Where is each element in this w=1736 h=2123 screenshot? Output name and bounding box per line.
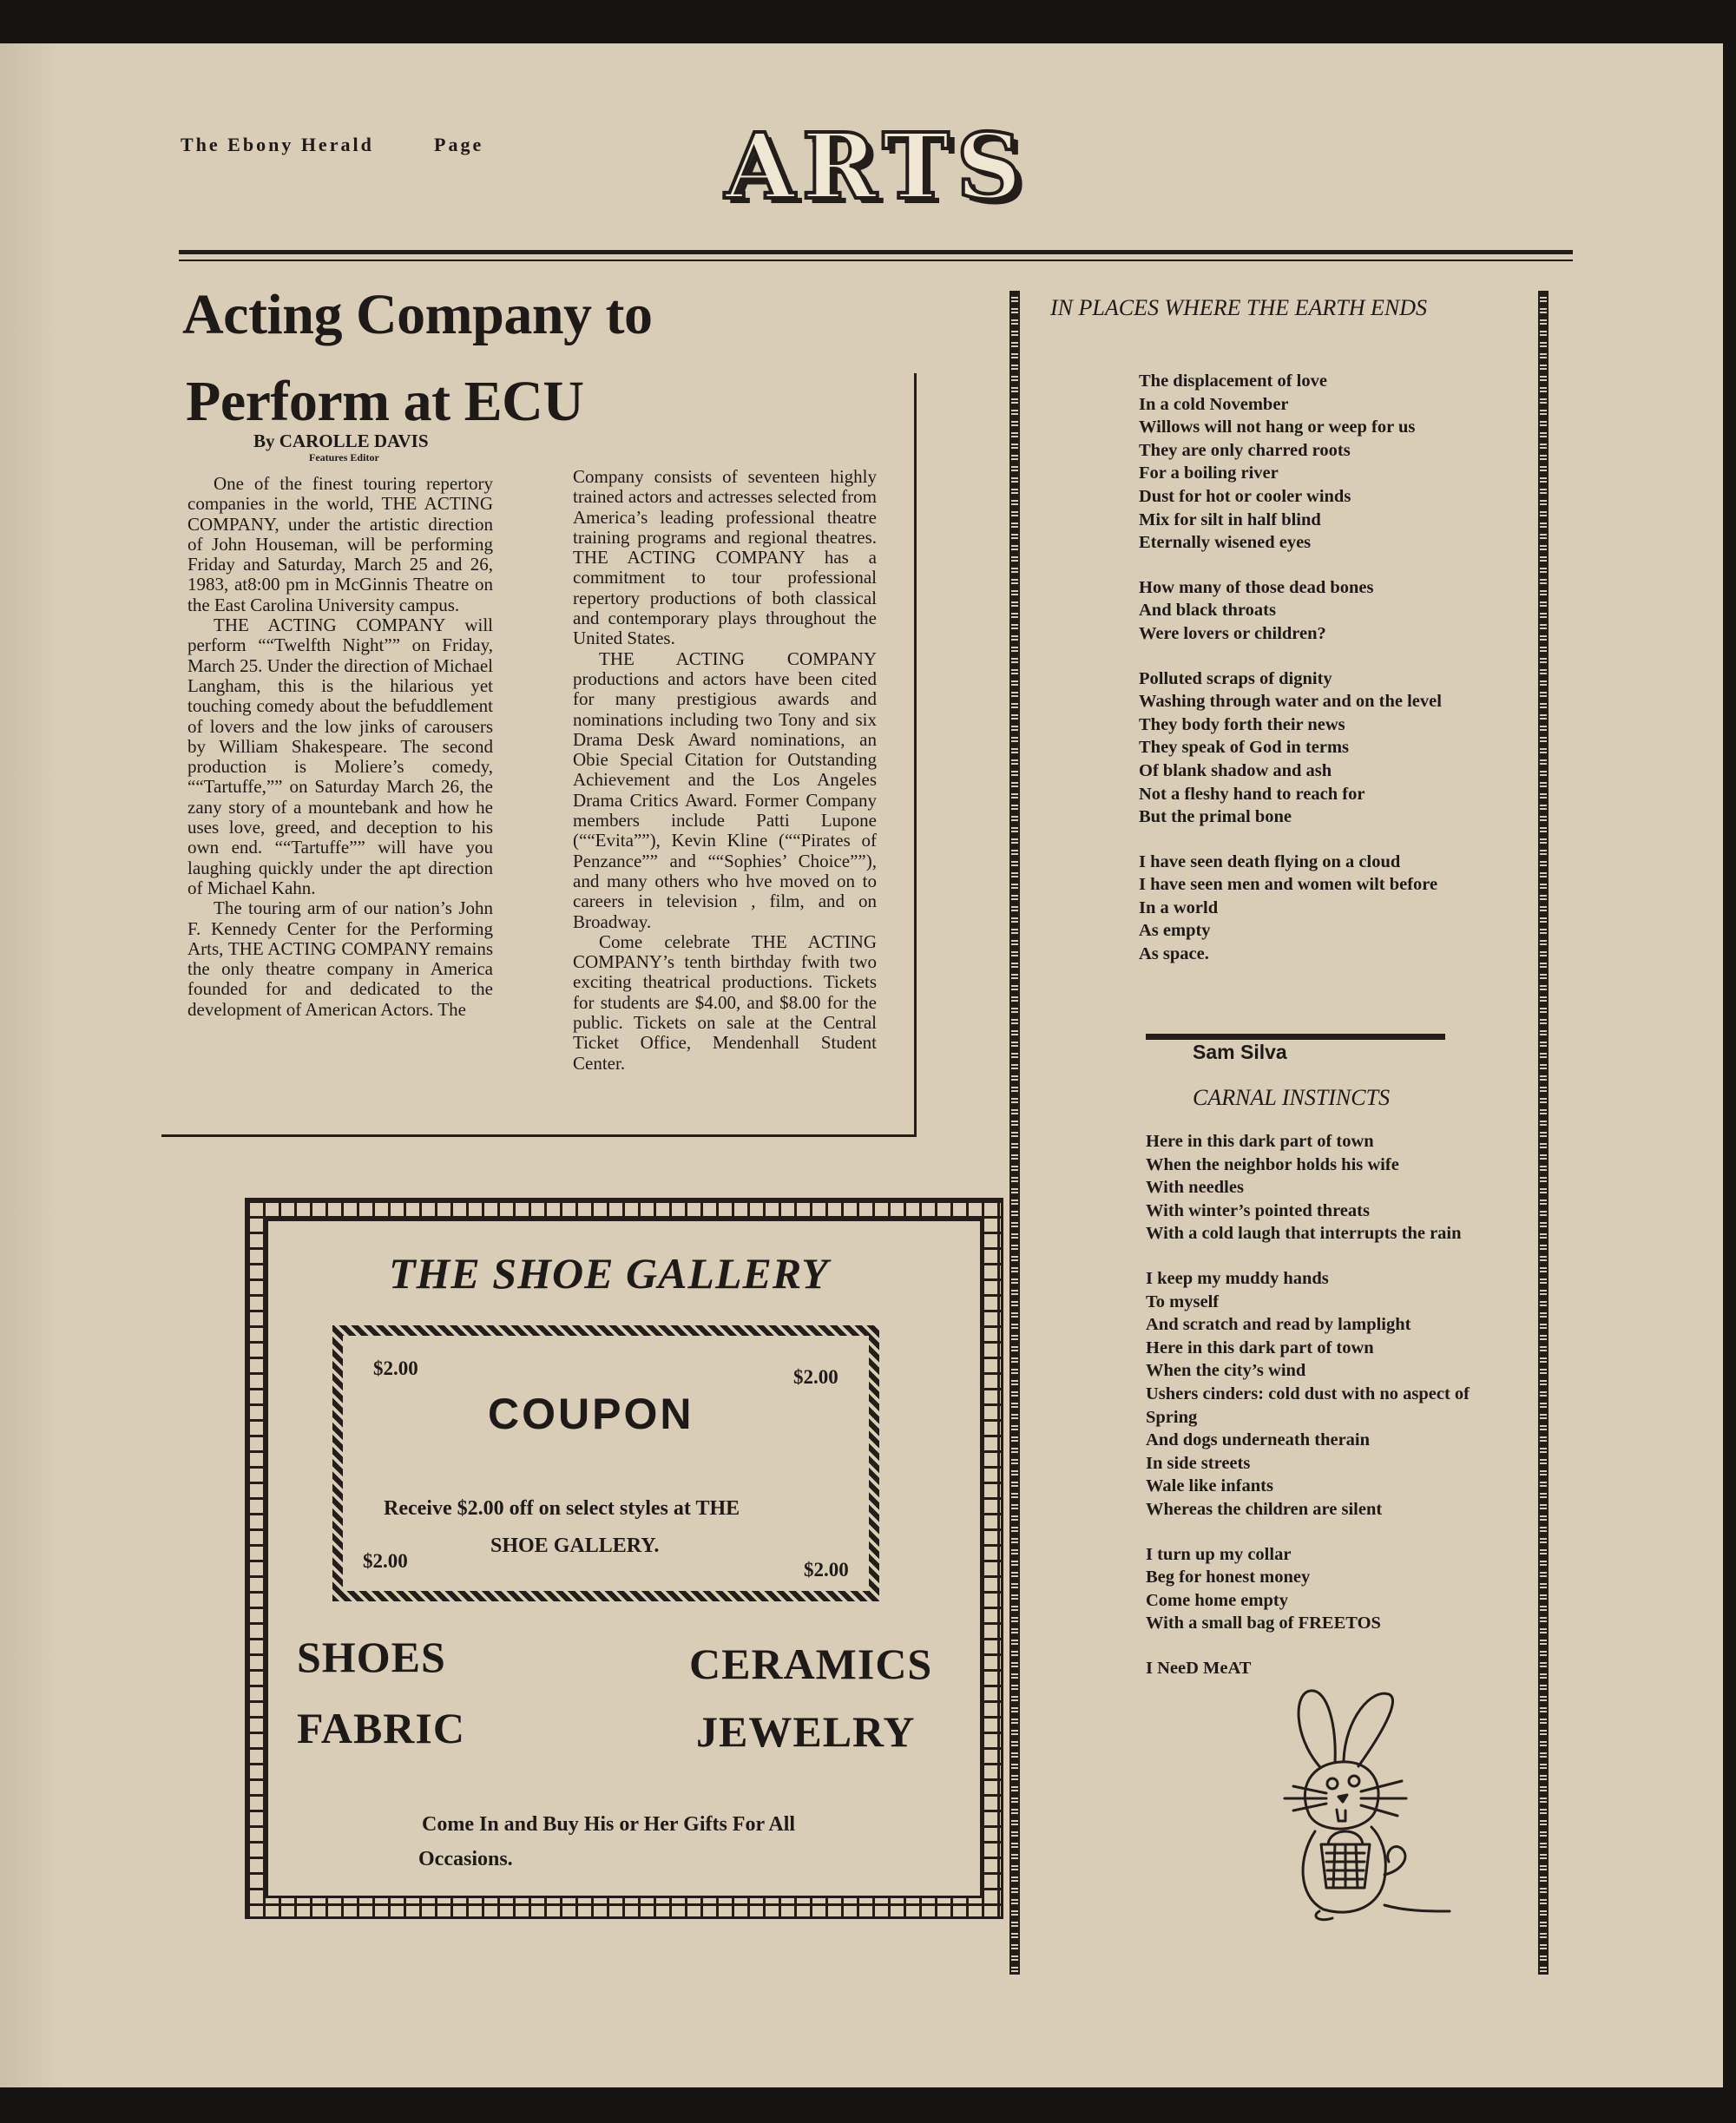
article-box-right-rule bbox=[914, 373, 917, 1137]
poem-line: But the primal bone bbox=[1139, 807, 1292, 827]
poem-stanza bbox=[1139, 576, 1442, 646]
article-paragraph: One of the finest touring repertory companies in the world, THE ACTING COMPANY, under the artistic direction of John Houseman, will be performing Friday and Saturday, March 25 and 26, 1983, at8:00 pm in McGinnis Theatre on the East Carolina University campus. bbox=[187, 473, 493, 615]
poem-line: I have seen men and women wilt before bbox=[1139, 875, 1438, 895]
poem-line: As space. bbox=[1139, 944, 1209, 964]
poem2-author: Sam Silva bbox=[1193, 1041, 1287, 1063]
ad-category-fabric: FABRIC bbox=[297, 1704, 465, 1752]
poem-line: Spring bbox=[1146, 1407, 1198, 1427]
byline-role: Features Editor bbox=[309, 451, 379, 463]
poem-line: To myself bbox=[1146, 1292, 1220, 1311]
poem-line: The displacement of love bbox=[1139, 371, 1327, 391]
poem1-body bbox=[1139, 370, 1442, 988]
headline-line2: Perform at ECU bbox=[186, 370, 584, 433]
poem-line: Dust for hot or cooler winds bbox=[1139, 486, 1351, 506]
ad-title: THE SHOE GALLERY bbox=[389, 1249, 829, 1298]
poem-line: Here in this dark part of town bbox=[1146, 1338, 1374, 1357]
poem-line: Here in this dark part of town bbox=[1146, 1132, 1374, 1151]
poem-line: And dogs underneath therain bbox=[1146, 1430, 1371, 1450]
paper-name: The Ebony Herald bbox=[181, 134, 374, 155]
bunny-illustration bbox=[1259, 1684, 1476, 1927]
coupon-price-top-left: $2.00 bbox=[373, 1357, 418, 1379]
poem-stanza bbox=[1146, 1130, 1470, 1246]
page-label: Page bbox=[434, 134, 484, 155]
poem-stanza bbox=[1139, 667, 1442, 829]
poem-line: With a small bag of FREETOS bbox=[1146, 1614, 1381, 1633]
poem-line: Wale like infants bbox=[1146, 1476, 1273, 1496]
poem1-title: IN PLACES WHERE THE EARTH ENDS bbox=[1050, 295, 1428, 320]
header-rule-bottom bbox=[179, 260, 1573, 261]
poem-line: I turn up my collar bbox=[1146, 1544, 1292, 1564]
article-paragraph: THE ACTING COMPANY will perform ““Twelfth Night”” on Friday, March 25. Under the direction of Michael Langham, this is the hilarious yet touching comedy about the befuddlement of lovers and the low jinks of carousers by William Shakespeare. The second production is Moliere’s comedy, ““Tartuffe,”” on Saturday March 26, the zany story of a mountebank and how he uses love, greed, and deception to his own end. ““Tartuffe”” will have you laughing quickly under the apt direction of Michael Kahn. bbox=[187, 615, 493, 898]
poem-line: Mix for silt in half blind bbox=[1139, 509, 1321, 529]
poem-line: In a world bbox=[1139, 897, 1219, 917]
coupon-text-line1: Receive $2.00 off on select styles at THE bbox=[384, 1497, 740, 1520]
byline: By CAROLLE DAVIS bbox=[253, 431, 429, 451]
poem-line: As empty bbox=[1139, 921, 1211, 941]
article-paragraph: The touring arm of our nation’s John F. Kennedy Center for the Performing Arts, THE ACTING COMPANY remains the only theatre company in America founded for and dedicated to the development of American Actors. The bbox=[187, 897, 493, 1020]
poem-line: How many of those dead bones bbox=[1139, 577, 1374, 597]
poem-line: Washing through water and on the level bbox=[1139, 692, 1442, 712]
poem2-body bbox=[1146, 1130, 1470, 1701]
coupon-text-line2: SHOE GALLERY. bbox=[490, 1535, 660, 1557]
poem-line: For a boiling river bbox=[1139, 463, 1279, 483]
poem-line: Of blank shadow and ash bbox=[1139, 760, 1332, 780]
poem-line: In a cold November bbox=[1139, 394, 1289, 414]
poem-line: With winter’s pointed threats bbox=[1146, 1200, 1370, 1220]
ad-footer-line1: Come In and Buy His or Her Gifts For All bbox=[422, 1813, 796, 1836]
page-fold-shadow bbox=[0, 43, 61, 2087]
chain-border-right bbox=[1538, 291, 1549, 1975]
poem-line: Beg for honest money bbox=[1146, 1568, 1311, 1587]
poem-line: I NeeD MeAT bbox=[1146, 1658, 1252, 1678]
ad-footer-line2: Occasions. bbox=[418, 1848, 513, 1870]
article-column-1 bbox=[187, 474, 493, 1020]
poem-line: Whereas the children are silent bbox=[1146, 1499, 1383, 1519]
chain-border-left bbox=[1009, 291, 1020, 1975]
coupon-price-top-right: $2.00 bbox=[793, 1366, 838, 1388]
poem-stanza bbox=[1139, 370, 1442, 555]
article-paragraph: Company consists of seventeen highly trained actors and actresses selected from America’s leading professional theatre training programs and regional theatres. THE ACTING COMPANY has a commitment to tour professional repertory productions of both classical and contemporary plays throughout the United States. bbox=[573, 466, 877, 649]
poem2-title: CARNAL INSTINCTS bbox=[1193, 1085, 1391, 1110]
poem-line: They speak of God in terms bbox=[1139, 738, 1350, 758]
poem-line: I keep my muddy hands bbox=[1146, 1268, 1329, 1288]
poem-line: They are only charred roots bbox=[1139, 440, 1351, 460]
poem-line: Willows will not hang or weep for us bbox=[1139, 417, 1416, 437]
poem-line: When the city’s wind bbox=[1146, 1361, 1306, 1381]
poem-line: With a cold laugh that interrupts the rain bbox=[1146, 1224, 1462, 1244]
poem-line: Ushers cinders: cold dust with no aspect of bbox=[1146, 1384, 1470, 1403]
poem-line: In side streets bbox=[1146, 1453, 1251, 1473]
article-box-bottom-rule bbox=[161, 1134, 917, 1137]
poem-line: And black throats bbox=[1139, 601, 1276, 621]
poem2-divider bbox=[1146, 1034, 1445, 1040]
poem-line: And scratch and read by lamplight bbox=[1146, 1315, 1411, 1335]
poem-line: With needles bbox=[1146, 1178, 1244, 1198]
poem-stanza bbox=[1146, 1543, 1470, 1635]
poem-line: I have seen death flying on a cloud bbox=[1139, 851, 1401, 871]
article-column-2 bbox=[573, 467, 877, 1074]
poem-line: Were lovers or children? bbox=[1139, 623, 1326, 643]
ad-category-shoes: SHOES bbox=[297, 1633, 446, 1681]
headline-line1: Acting Company to bbox=[182, 283, 653, 346]
poem-stanza bbox=[1139, 851, 1442, 966]
poem-line: Polluted scraps of dignity bbox=[1139, 668, 1332, 688]
poem-line: Eternally wisened eyes bbox=[1139, 533, 1312, 553]
poem-line: Come home empty bbox=[1146, 1590, 1288, 1610]
ad-category-ceramics: CERAMICS bbox=[689, 1640, 933, 1688]
poem-stanza bbox=[1146, 1267, 1470, 1522]
header-rule-top bbox=[179, 250, 1573, 254]
ad-category-jewelry: JEWELRY bbox=[696, 1707, 916, 1756]
poem-line: They body forth their news bbox=[1139, 714, 1345, 734]
poem-line: When the neighbor holds his wife bbox=[1146, 1154, 1399, 1174]
section-title: ARTS bbox=[725, 113, 1029, 220]
article-paragraph: Come celebrate THE ACTING COMPANY’s tenth birthday fwith two exciting theatrical productions. Tickets for students are $4.00, and $8.00 for the public. Tickets on sale at the Central Ticket Office, Mendenhall Student Center. bbox=[573, 930, 877, 1074]
poem-stanza bbox=[1146, 1657, 1470, 1680]
coupon-heading: COUPON bbox=[488, 1390, 694, 1438]
coupon-price-bottom-left: $2.00 bbox=[363, 1550, 408, 1572]
coupon-price-bottom-right: $2.00 bbox=[804, 1559, 849, 1581]
article-paragraph: THE ACTING COMPANY productions and actors have been cited for many prestigious awards and nominations including two Tony and six Drama Desk Award nominations, an Obie Special Citation for Outstanding Achievement and the Los Angeles Drama Critics Award. Former Company members include Patti Lupone (““Evita””), Kevin Kline (““Pirates of Penzance”” and ““Sophies’ Choice””), and many others who hve moved on to careers in television , film, and on Broadway. bbox=[573, 647, 877, 932]
poem-line: Not a fleshy hand to reach for bbox=[1139, 784, 1365, 804]
